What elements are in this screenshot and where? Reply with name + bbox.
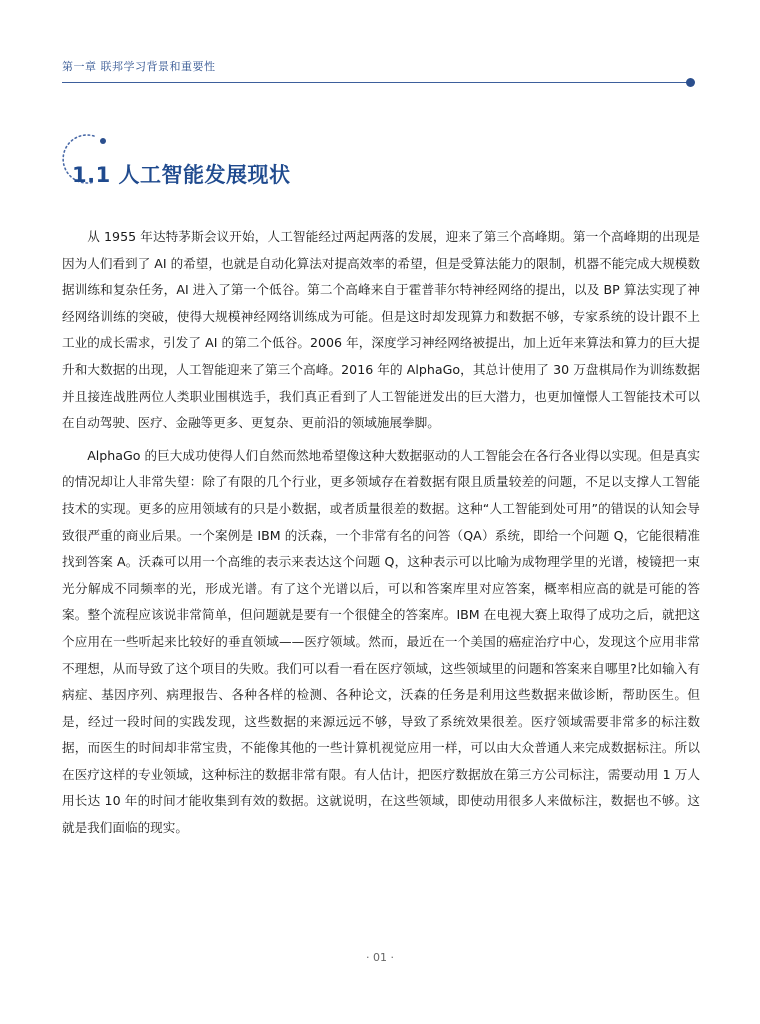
header-dot-icon <box>686 78 695 87</box>
running-header: 第一章 联邦学习背景和重要性 <box>62 60 216 73</box>
paragraph-1: 从 1955 年达特茅斯会议开始，人工智能经过两起两落的发展，迎来了第三个高峰期。第一个高峰期的出现是因为人们看到了 AI 的希望，也就是自动化算法对提高效率的希望，但是受算法能力的限制，机器不能完成大规模数据训练和复杂任务，AI 进入了第一个低谷。第二个高峰来自于霍普菲尔特神经网络的提出，以及 BP 算法实现了神经网络训练的突破，使得大规模神经网络训练成为可能。但是这时却发现算力和数据不够，专家系统的设计跟不上工业的成长需求，引发了 AI 的第二个低谷。2006 年，深度学习神经网络被提出，加上近年来算法和算力的巨大提升和大数据的出现，人工智能迎来了第三个高峰。2016 年的 AlphaGo，其总计使用了 30 万盘棋局作为训练数据并且接连战胜两位人类职业围棋选手，我们真正看到了人工智能迸发出的巨大潜力，也更加憧憬人工智能技术可以在自动驾驶、医疗、金融等更多、更复杂、更前沿的领域施展拳脚。 <box>62 229 700 431</box>
body-text <box>62 224 700 848</box>
section-title: 1.1 人工智能发展现状 <box>72 163 291 188</box>
paragraph-2: AlphaGo 的巨大成功使得人们自然而然地希望像这种大数据驱动的人工智能会在各行各业得以实现。但是真实的情况却让人非常失望：除了有限的几个行业，更多领域存在着数据有限且质量较差的问题，不足以支撑人工智能技术的实现。更多的应用领域有的只是小数据，或者质量很差的数据。这种“人工智能到处可用”的错误的认知会导致很严重的商业后果。一个案例是 IBM 的沃森，一个非常有名的问答（QA）系统，即给一个问题 Q，它能很精准找到答案 A。沃森可以用一个高维的表示来表达这个问题 Q，这种表示可以比喻为成物理学里的光谱，棱镜把一束光分解成不同频率的光，形成光谱。有了这个光谱以后，可以和答案库里对应答案，概率相应高的就是可能的答案。整个流程应该说非常简单，但问题就是要有一个很健全的答案库。IBM 在电视大赛上取得了成功之后，就把这个应用在一些听起来比较好的垂直领域——医疗领域。然而，最近在一个美国的癌症治疗中心，发现这个应用非常不理想，从而导致了这个项目的失败。我们可以看一看在医疗领域，这些领域里的问题和答案来自哪里?比如输入有病症、基因序列、病理报告、各种各样的检测、各种论文，沃森的任务是利用这些数据来做诊断，帮助医生。但是，经过一段时间的实践发现，这些数据的来源远远不够，导致了系统效果很差。医疗领域需要非常多的标注数据，而医生的时间却非常宝贵，不能像其他的一些计算机视觉应用一样，可以由大众普通人来完成数据标注。所以在医疗这样的专业领域，这种标注的数据非常有限。有人估计，把医疗数据放在第三方公司标注，需要动用 1 万人用长达 10 年的时间才能收集到有效的数据。这就说明，在这些领域，即使动用很多人来做标注，数据也不够。这就是我们面临的现实。 <box>62 447 700 836</box>
page-number: · 01 · <box>366 951 394 964</box>
header-rule <box>62 82 690 83</box>
